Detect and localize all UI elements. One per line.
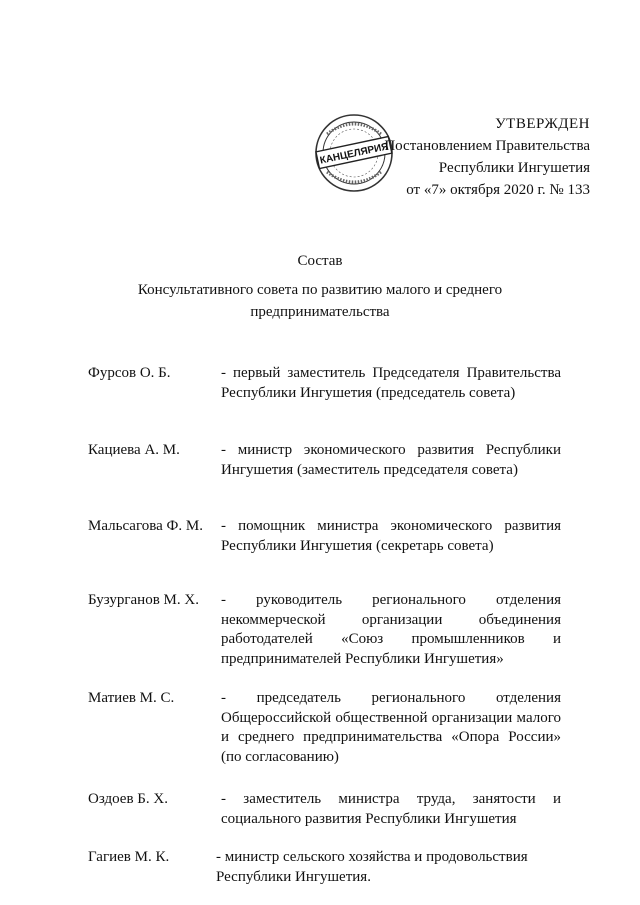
member-name: Кациева А. М. [88, 442, 180, 458]
office-stamp [313, 112, 395, 194]
approval-block [384, 113, 590, 201]
approval-date-line: от «7» октября 2020 г. № 133 [406, 182, 590, 198]
subtitle-line-1: Консультативного совета по развитию малого и среднего [137, 282, 503, 298]
member-role: - первый заместитель Председателя Правительства Республики Ингушетия (председатель совета) [221, 365, 561, 401]
document-subtitle [0, 279, 640, 323]
member-name: Фурсов О. Б. [88, 365, 171, 381]
member-role: - заместитель министра труда, занятости и социального развития Республики Ингушетия [221, 791, 561, 827]
approved-label: УТВЕРЖДЕН [495, 116, 590, 132]
member-role: - министр сельского хозяйства и продовольствия Республики Ингушетия. [216, 849, 528, 885]
member-role: - руководитель регионального отделения некоммерческой организации объединения работодателей «Союз промышленников и предпринимателей Республики Ингушетия» [221, 592, 561, 667]
subtitle-line-2: предпринимательства [250, 304, 390, 320]
member-name: Оздоев Б. Х. [88, 791, 168, 807]
member-role: - председатель регионального отделения Общероссийской общественной организации малого и среднего предпринимательства «Опора России» (по согласованию) [221, 690, 561, 765]
member-name: Мальсагова Ф. М. [88, 518, 203, 534]
stamp-text: КАНЦЕЛЯРИЯ [318, 141, 390, 167]
member-name: Гагиев М. К. [88, 849, 170, 865]
member-name: Матиев М. С. [88, 690, 175, 706]
member-role: - помощник министра экономического развития Республики Ингушетия (секретарь совета) [221, 518, 561, 554]
member-role: - министр экономического развития Республики Ингушетия (заместитель председателя совета) [221, 442, 561, 478]
member-name: Бузурганов М. Х. [88, 592, 199, 608]
document-title: Состав [297, 253, 343, 269]
approval-line-1: Постановлением Правительства [384, 138, 590, 154]
approval-line-2: Республики Ингушетия [438, 160, 590, 176]
